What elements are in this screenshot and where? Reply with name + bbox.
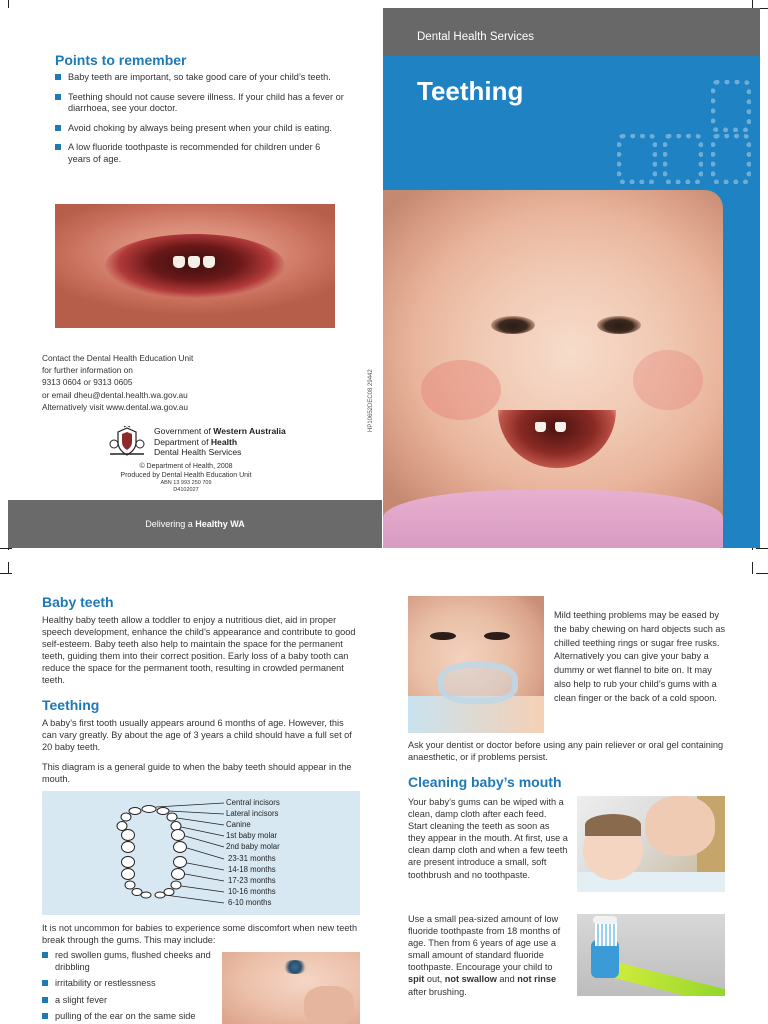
bullet-icon <box>42 997 48 1003</box>
toothpaste-text-bold: not swallow <box>444 974 497 985</box>
face-shape <box>645 796 715 856</box>
point-item <box>55 72 345 84</box>
toothpaste-text <box>408 913 570 998</box>
tooth-label: Canine <box>226 820 251 829</box>
toothpaste-text-bold: spit <box>408 974 425 985</box>
mouth-shape <box>498 410 616 468</box>
cheek-shape <box>633 350 703 410</box>
contact-phone: 9313 0604 or 9313 0605 <box>42 377 133 388</box>
copyright-text: © Department of Health, 2008 <box>139 463 233 470</box>
symptom-text: irritability or restlessness <box>55 978 156 988</box>
footer-text: Delivering a <box>145 519 196 529</box>
toothpaste-text-part: after brushing. <box>408 986 467 997</box>
contact-info <box>42 352 193 413</box>
tooth-shape <box>535 422 546 432</box>
footer-text-bold: Healthy WA <box>195 519 245 529</box>
tooth-label: Lateral incisors <box>226 809 279 818</box>
cover-title: Teething <box>417 76 524 106</box>
dotted-digit <box>663 134 703 184</box>
advice-text: Ask your dentist or doctor before using any pain reliever or oral gel containing anaesthetic, or if problems persist. <box>408 740 724 762</box>
mother-and-baby-photo <box>577 796 725 892</box>
symptom-item <box>42 978 222 990</box>
baby-teeth-text: Healthy baby teeth allow a toddler to enjoy a nutritious diet, aid in proper speech development, enhance the child’s appearance and contribute to good self-esteem. Baby teeth also help to maintain the space for the permanent teeth, guiding them into their correct position. Early loss of a baby tooth can reduce the space for the permanent tooth, resulting in crowded permanent teeth. <box>42 615 356 685</box>
eruption-age-label: 10-16 months <box>228 887 276 896</box>
dotted-digit <box>617 134 657 184</box>
symptom-item <box>42 950 222 973</box>
point-item <box>55 92 345 115</box>
eye-shape <box>491 316 535 334</box>
code-text: D4102027 <box>173 487 199 493</box>
eruption-age-label: 6-10 months <box>228 898 272 907</box>
hair-shape <box>585 814 641 836</box>
contact-email: or email dheu@dental.health.wa.gov.au <box>42 389 188 400</box>
eye-shape <box>430 632 456 640</box>
symptom-item <box>42 1011 222 1023</box>
dotted-digit <box>711 134 751 184</box>
eye-shape <box>282 960 308 974</box>
tooth-label: 2nd baby molar <box>226 842 280 851</box>
gov-line: Department of <box>154 436 211 447</box>
toothpaste-text-part: out, <box>424 974 445 985</box>
footer-bar <box>8 500 382 548</box>
eruption-age-label: 17-23 months <box>228 876 276 885</box>
teething-ring-shape <box>438 662 518 704</box>
teething-title: Teething <box>42 697 100 713</box>
point-item <box>55 142 345 165</box>
symptom-text: a slight fever <box>55 994 108 1005</box>
crop-mark <box>0 548 12 549</box>
leader-lines <box>156 803 224 903</box>
tooth-eruption-diagram <box>42 791 360 915</box>
contact-line: Contact the Dental Health Education Unit <box>42 353 194 363</box>
baby-face-photo <box>222 952 360 1024</box>
hand-shape <box>304 986 354 1024</box>
eruption-age-label: 23-31 months <box>228 854 276 863</box>
cleaning-title: Cleaning baby’s mouth <box>408 774 562 790</box>
symptom-text: red swollen gums, flushed cheeks and dribbling <box>55 950 211 972</box>
crest-icon <box>108 426 146 458</box>
dotted-digit <box>711 80 751 132</box>
bullet-icon <box>55 144 61 150</box>
government-text <box>154 426 286 458</box>
smiling-baby-photo <box>383 190 723 548</box>
publication-details <box>106 462 266 494</box>
symptom-text: pulling of the ear on the same side <box>55 1011 196 1021</box>
crop-mark <box>756 573 768 574</box>
teeth-arch-svg <box>42 791 360 915</box>
tooth-shape <box>203 256 215 268</box>
teeth-outlines <box>117 806 187 899</box>
cleaning-text: Your baby’s gums can be wiped with a clean, damp cloth after each feed. Start cleaning the teeth as soon as they appear in the mouth. At first, use a clean damp cloth and when a few teeth are present introduce a small, soft toothbrush and no toothpaste. <box>408 797 568 880</box>
eye-shape <box>597 316 641 334</box>
gov-line: Government of <box>154 426 214 436</box>
bullet-icon <box>55 125 61 131</box>
tooth-shape <box>555 422 566 432</box>
discomfort-intro-text: It is not uncommon for babies to experience some discomfort when new teeth break through the gums. This may include: <box>42 923 358 945</box>
back-panel <box>8 8 382 548</box>
cheek-shape <box>421 360 501 420</box>
points-title: Points to remember <box>55 52 187 68</box>
gov-line-bold: Western Australia <box>213 426 286 436</box>
relief-text: Mild teething problems may be eased by the baby chewing on hard objects such as chilled teething rings or sugar free rusks. Alternatively you can give your baby a dummy or wet flannel to bite on. It may also help to rub your child’s gums with a clean finger or the back of a cold spoon. <box>554 610 726 703</box>
gov-line-bold: Health <box>210 436 238 447</box>
crop-mark <box>0 573 12 574</box>
symptom-item <box>42 995 222 1007</box>
tooth-label: 1st baby molar <box>226 831 278 840</box>
baby-teeth-title: Baby teeth <box>42 594 114 610</box>
print-code: HP10652DEC08 29442 <box>368 369 374 432</box>
point-text: Avoid choking by always being present when your child is eating. <box>68 122 332 133</box>
produced-by-text: Produced by Dental Health Education Unit <box>120 472 252 479</box>
tooth-shape <box>188 256 200 268</box>
teething-text: A baby’s first tooth usually appears around 6 months of age. However, this can vary greatly. By about the age of 3 years a child should have a full set of 20 baby teeth. <box>42 718 352 752</box>
crop-mark <box>752 562 753 574</box>
toothbrush-photo <box>577 914 725 996</box>
cover-panel <box>383 8 760 548</box>
shirt-shape <box>383 490 723 548</box>
toothpaste-shape <box>593 916 617 924</box>
diagram-intro-text: This diagram is a general guide to when the baby teeth should appear in the mouth. <box>42 762 352 784</box>
tooth-shape <box>173 256 185 268</box>
eye-shape <box>484 632 510 640</box>
point-text: Teething should not cause severe illness. If your child has a fever or diarrhoea, see your doctor. <box>68 91 344 113</box>
abn-text: ABN 13 993 250 709 <box>160 480 212 486</box>
point-item <box>55 123 345 135</box>
bullet-icon <box>42 952 48 958</box>
toothpaste-text-part: Use a small pea-sized amount of low fluoride toothpaste from 18 months of age. Then from 6 years of age use a small amount of standard fluoride toothpaste. Encourage your child to <box>408 914 561 973</box>
toothpaste-text-bold: not rinse <box>517 974 557 985</box>
contact-line: for further information on <box>42 365 133 376</box>
point-text: A low fluoride toothpaste is recommended for children under 6 years of age. <box>68 142 321 164</box>
toothpaste-text-part: and <box>496 974 518 985</box>
contact-website: Alternatively visit www.dental.wa.gov.au <box>42 401 189 412</box>
bullet-icon <box>42 1013 48 1019</box>
symptoms-list <box>42 950 222 1024</box>
bullet-icon <box>42 980 48 986</box>
gov-line: Dental Health Services <box>154 447 242 457</box>
point-text: Baby teeth are important, so take good care of your child’s teeth. <box>68 72 331 82</box>
bullet-icon <box>55 74 61 80</box>
service-name: Dental Health Services <box>417 31 534 43</box>
eruption-age-label: 14-18 months <box>228 865 276 874</box>
points-list <box>55 72 345 173</box>
crop-mark <box>756 548 768 549</box>
cover-top-bar <box>383 8 760 56</box>
baby-with-teething-ring-photo <box>408 596 544 733</box>
tooth-label: Central incisors <box>226 798 280 807</box>
bullet-icon <box>55 94 61 100</box>
baby-mouth-photo <box>55 204 335 328</box>
